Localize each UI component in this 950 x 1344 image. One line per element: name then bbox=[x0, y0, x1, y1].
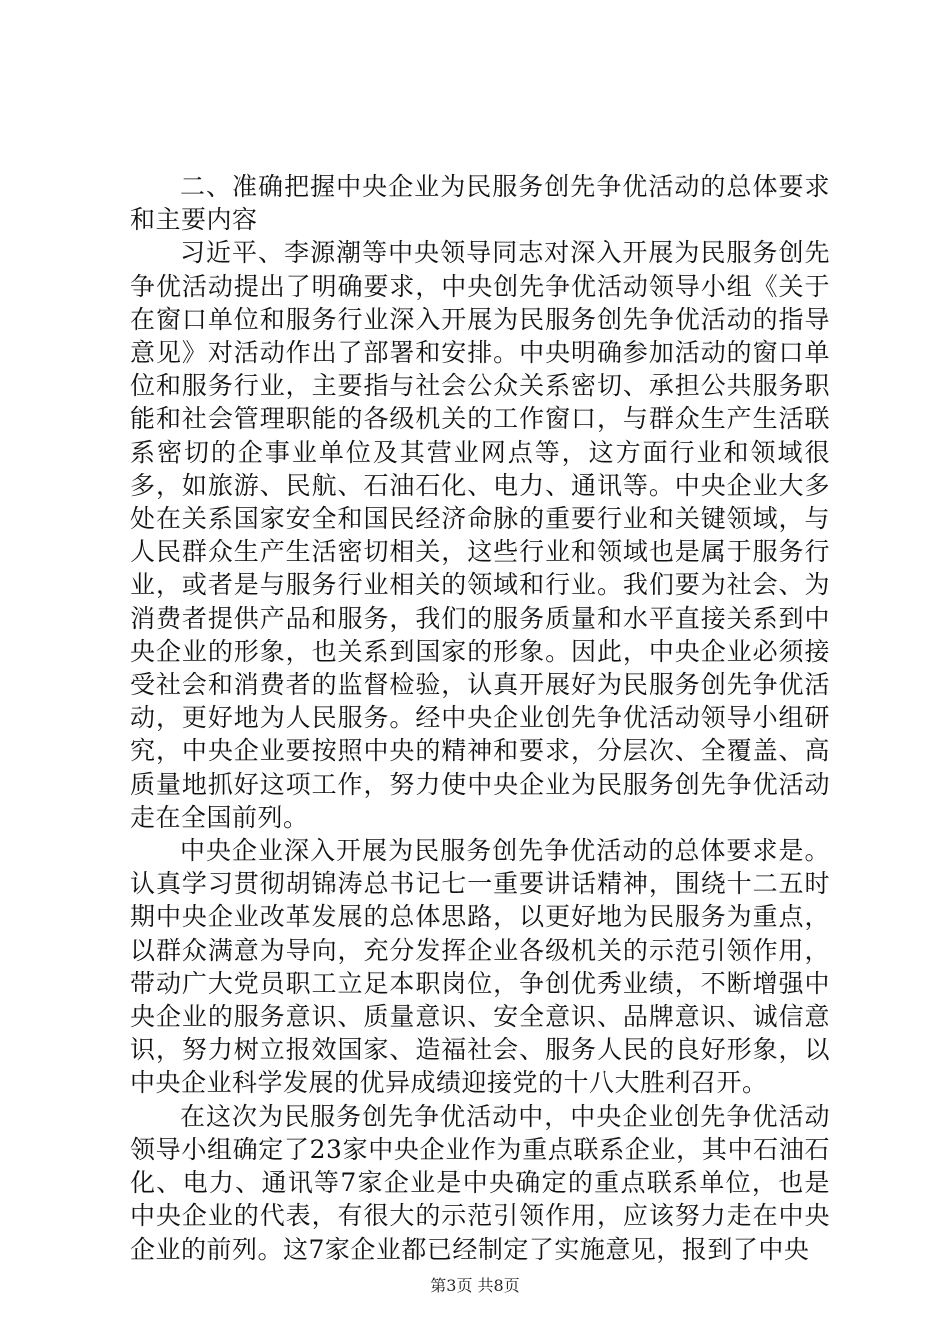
body-paragraph: 中央企业深入开展为民服务创先争优活动的总体要求是。认真学习贯彻胡锦涛总书记七一重要讲话精神，围绕十二五时期中央企业改革发展的总体思路，以更好地为民服务为重点，以群众满意为导向，充分发挥企业各级机关的示范引领作用，带动广大党员职工立足本职岗位，争创优秀业绩，不断增强中央企业的服务意识、质量意识、安全意识、品牌意识、诚信意识，努力树立报效国家、造福社会、服务人民的良好形象，以中央企业科学发展的优异成绩迎接党的十八大胜利召开。 bbox=[130, 836, 830, 1098]
body-paragraph: 习近平、李源潮等中央领导同志对深入开展为民服务创先争优活动提出了明确要求，中央创先争优活动领导小组《关于在窗口单位和服务行业深入开展为民服务创先争优活动的指导意见》对活动作出了部署和安排。中央明确参加活动的窗口单位和服务行业，主要指与社会公众关系密切、承担公共服务职能和社会管理职能的各级机关的工作窗口，与群众生产生活联系密切的企事业单位及其营业网点等，这方面行业和领域很多，如旅游、民航、石油石化、电力、通讯等。中央企业大多处在关系国家安全和国民经济命脉的重要行业和关键领域，与人民群众生产生活密切相关，这些行业和领域也是属于服务行业，或者是与服务行业相关的领域和行业。我们要为社会、为消费者提供产品和服务，我们的服务质量和水平直接关系到中央企业的形象，也关系到国家的形象。因此，中央企业必须接受社会和消费者的监督检验，认真开展好为民服务创先争优活动，更好地为人民服务。经中央企业创先争优活动领导小组研究，中央企业要按照中央的精神和要求，分层次、全覆盖、高质量地抓好这项工作，努力使中央企业为民服务创先争优活动走在全国前列。 bbox=[130, 238, 830, 832]
page-number-footer: 第3页 共8页 bbox=[430, 1276, 520, 1295]
document-body bbox=[130, 170, 830, 1266]
body-paragraph: 在这次为民服务创先争优活动中，中央企业创先争优活动领导小组确定了23家中央企业作为重点联系企业，其中石油石化、电力、通讯等7家企业是中央确定的重点联系单位，也是中央企业的代表，有很大的示范引领作用，应该努力走在中央企业的前列。这7家企业都已经制定了实施意见，报到了中央 bbox=[130, 1101, 830, 1264]
section-heading: 二、准确把握中央企业为民服务创先争优活动的总体要求和主要内容 bbox=[130, 172, 830, 235]
